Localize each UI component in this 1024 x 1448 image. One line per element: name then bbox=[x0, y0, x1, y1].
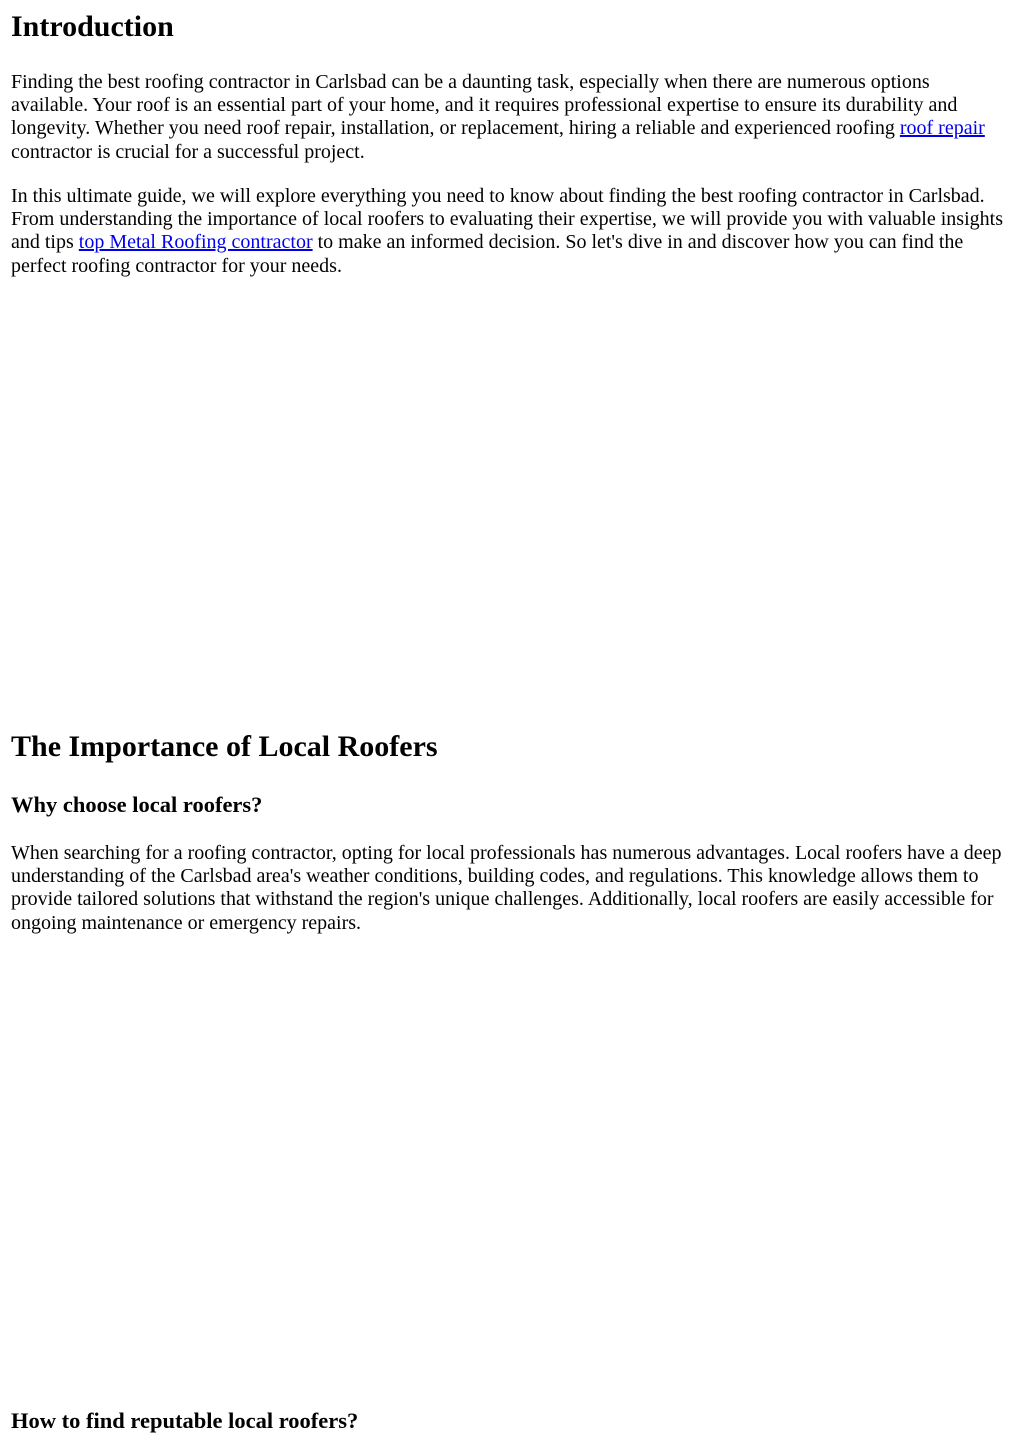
introduction-heading: Introduction bbox=[11, 10, 174, 43]
why-choose-heading: Why choose local roofers? bbox=[11, 792, 263, 817]
metal-roofing-contractor-link[interactable]: top Metal Roofing contractor bbox=[78, 231, 313, 254]
intro-paragraph-1 bbox=[11, 71, 1006, 164]
roof-repair-link[interactable]: roof repair bbox=[899, 117, 985, 140]
importance-heading: The Importance of Local Roofers bbox=[11, 730, 438, 763]
why-choose-paragraph: When searching for a roofing contractor, opting for local professionals has numerous advantages. Local roofers have a deep understanding of the Carlsbad area's weather conditions, building codes, and regulations. This knowledge allows them to provide tailored solutions that withstand the region's unique challenges. Additionally, local roofers are easily accessible for ongoing maintenance or emergency repairs. bbox=[11, 842, 1002, 934]
intro-paragraph-2-text-a: In this ultimate guide, we will explore everything you need to know about finding the best roofing contractor in Carlsbad. From understanding the importance of local roofers to evaluating their expertise, we will provide you with valuable insights and tips bbox=[11, 185, 1003, 254]
intro-paragraph-2-text-b: to make an informed decision. So let's dive in and discover how you can find the perfect roofing contractor for your needs. bbox=[11, 231, 964, 277]
intro-paragraph-1-text-b: contractor is crucial for a successful project. bbox=[11, 140, 365, 163]
intro-paragraph-1-text-a: Finding the best roofing contractor in Carlsbad can be a daunting task, especially when there are numerous options available. Your roof is an essential part of your home, and it requires professional expertise to ensure its durability and longevity. Whether you need roof repair, installation, or replacement, hiring a reliable and experienced roofing bbox=[11, 71, 958, 140]
intro-paragraph-2 bbox=[11, 185, 1006, 278]
how-to-find-heading: How to find reputable local roofers? bbox=[11, 1408, 359, 1433]
